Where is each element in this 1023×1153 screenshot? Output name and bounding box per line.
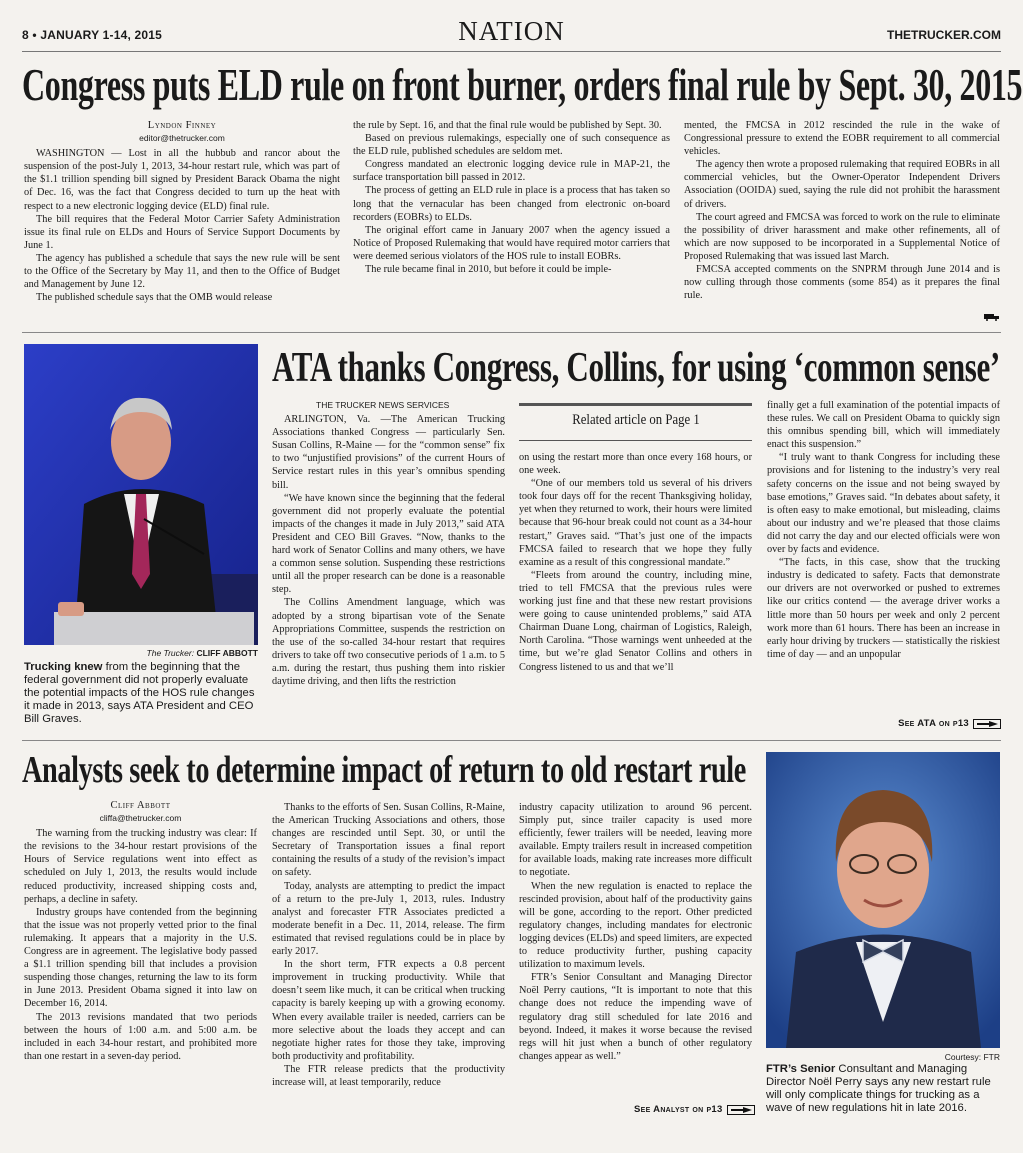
article2-col2-body bbox=[519, 477, 752, 673]
article1-col3-lead: mented, the FMCSA in 2012 rescinded the rule in the wake of Congressional pressure to extend the EOBR requirement to all commercial vehicles. bbox=[684, 120, 1000, 158]
paragraph: The 2013 revisions mandated that two periods between the hours of 1:00 a.m. and 5:00 a.m. be included in each 34-hour restart, and prohibited more than one restart in a seven-day period. bbox=[24, 1011, 257, 1062]
article3-col3-body bbox=[519, 880, 752, 1063]
article2-photo-credit bbox=[24, 648, 258, 658]
article3-col1 bbox=[24, 799, 257, 1063]
article3-col2 bbox=[272, 801, 505, 1089]
paragraph: The court agreed and FMCSA was forced to work on the rule to eliminate the possibility of driver harassment and make other refinements, all of which are now supposed to be incorporated in a Supplemental Notice of Proposed Rulemaking that was issued last March. bbox=[684, 211, 1000, 262]
see-ata-jump-link[interactable] bbox=[898, 718, 1001, 729]
paragraph: WASHINGTON — Lost in all the hubbub and rancor about the suspension of the post-July 1, 2013, 34-hour restart rule, which was part of the $1.1 trillion spending bill signed by President Barack Obama the night of Dec. 16, was the fact that Congress decided to turn up the heat with respect to a new electronic logging device (ELD) final rule. bbox=[24, 148, 340, 212]
site-url: THETRUCKER.COM bbox=[887, 28, 1001, 42]
jump-label[interactable]: See Analyst on p13 bbox=[634, 1104, 723, 1115]
article1-headline: Congress puts ELD rule on front burner, orders final rule by Sept. 30, 2015 bbox=[22, 59, 1023, 110]
noel-perry-photo bbox=[766, 752, 1000, 1048]
article2-dateline: THE TRUCKER NEWS SERVICES bbox=[316, 400, 450, 410]
portrait-photo-image bbox=[766, 752, 1000, 1048]
article1-col2-body bbox=[353, 132, 670, 276]
article3-col3 bbox=[519, 801, 752, 1063]
see-analyst-jump-link[interactable] bbox=[634, 1104, 755, 1115]
article2-caption bbox=[24, 661, 258, 726]
paragraph: Congress mandated an electronic logging device rule in MAP-21, the surface transportation bill passed in 2012. bbox=[353, 159, 670, 184]
arrow-right-icon bbox=[727, 1105, 755, 1115]
paragraph: “We have known since the beginning that the federal government did not properly evaluate the potential impacts of the changes it made in July 2013,” said ATA President and CEO Bill Graves. “Now, thanks to the hard work of Senator Collins and many others, we have a common sense solution. Suspending these restrictions until all the proper research can be done is a reasonable step. bbox=[272, 492, 505, 596]
article2-col1 bbox=[272, 399, 505, 688]
article1-col2-lead: the rule by Sept. 16, and that the final rule would be published by Sept. 30. bbox=[353, 120, 662, 131]
divider bbox=[22, 740, 1001, 741]
article1-col1 bbox=[24, 119, 340, 304]
caption-rest: from the beginning that the federal government did not properly evaluate the potential impacts of the HOS rule changes it made in 2013, says ATA President and CEO Bill Graves. bbox=[24, 661, 255, 725]
paragraph: ARLINGTON, Va. —The American Trucking Associations thanked Congress — particularly Sen. Susan Collins, R-Maine — for the “common sense” fix to two “unjustified provisions” of the current Hours of Service restart rules in this year’s omnibus spending bill. bbox=[272, 414, 505, 491]
article1-col1-body bbox=[24, 147, 340, 304]
jump-label[interactable]: See ATA on p13 bbox=[898, 718, 969, 729]
paragraph: The agency then wrote a proposed rulemaking that required EOBRs in all commercial vehicles, but the Owner-Operator Independent Drivers Association (OOIDA) sued, saying the rule did not prohibit the harassment of drivers. bbox=[684, 159, 1000, 210]
article3-byline-email: cliffa@thetrucker.com bbox=[99, 813, 182, 824]
article1-col3 bbox=[684, 119, 1000, 302]
article3-headline: Analysts seek to determine impact of return to old restart rule bbox=[22, 749, 746, 791]
divider bbox=[22, 332, 1001, 333]
section-title: NATION bbox=[458, 16, 565, 46]
issue-date: 8 • JANUARY 1-14, 2015 bbox=[22, 28, 163, 42]
article3-col3-lead: industry capacity utilization to around 96 percent. Simply put, since trailer capacity is used more efficiently, fewer trailers will be needed, leaving more available. Empty trailers result in increased competition for available loads, making rate increases more difficult to negotiate. bbox=[519, 802, 752, 879]
article3-col1-body bbox=[24, 827, 257, 1063]
article1-byline-name: Lyndon Finney bbox=[147, 120, 217, 131]
article3-photo-credit: Courtesy: FTR bbox=[944, 1052, 1000, 1062]
related-article-box bbox=[519, 403, 752, 441]
paragraph: The FTR release predicts that the productivity increase will, at least temporarily, reduce bbox=[272, 1063, 505, 1088]
paragraph: When the new regulation is enacted to replace the rescinded provision, about half of the productivity gains will be gone, according to the report. Other predicted regulatory changes, including mandates for electronic logging devices (ELDs) and speed limiters, are expected to reduce productivity further, pushing capacity utilization to maximum levels. bbox=[519, 880, 752, 971]
paragraph: The agency has published a schedule that says the new rule will be sent to the Office of the Secretary by May 11, and then to the Office of Budget and Management by June 12. bbox=[24, 252, 340, 291]
paragraph: The original effort came in January 2007 when the agency issued a Notice of Proposed Rulemaking that would have required motor carriers that were deemed serious violators of the HOS rule to install EOBRs. bbox=[353, 224, 670, 262]
paragraph: FTR’s Senior Consultant and Managing Director Noël Perry cautions, “It is important to note that this change does not reduce the impending wave of regulatory drag still scheduled for late 2016 and beyond. Indeed, it makes it worse because the revised regs will hit just when a bunch of other regulatory changes appear as well.” bbox=[519, 972, 752, 1062]
bill-graves-photo bbox=[24, 344, 258, 645]
paragraph: “The facts, in this case, show that the trucking industry is dedicated to safety. Facts that demonstrate our drivers are not overworked or pushed to extremes like our critics contend — the average driver works a little more than 50 hours per week and only 2 percent work more than 61 hours. There has been an increase in early hour driving by truckers — statistically the riskiest time of day — and an unpopular bbox=[767, 557, 1000, 660]
paragraph: The rule became final in 2010, but before it could be imple- bbox=[365, 264, 612, 276]
caption-rest: Consultant and Managing Director Noël Perry says any new restart rule will only complicate things for trucking as a wave of new regulations hit in late 2016. bbox=[766, 1063, 991, 1114]
article3-byline-name: Cliff Abbott bbox=[110, 800, 171, 811]
article2-col3-lead: finally get a full examination of the potential impacts of these rules. We call on President Obama to quickly sign this omnibus spending bill, which will immediately enact this suspension.” bbox=[767, 400, 1000, 451]
paragraph: FMCSA accepted comments on the SNPRM through June 2014 and is now culling through those comments (some 854) as it prepares the final rule. bbox=[684, 264, 1000, 302]
arrow-right-icon bbox=[973, 719, 1001, 729]
caption-lead: FTR’s Senior bbox=[766, 1063, 836, 1075]
caption-lead: Trucking knew bbox=[24, 661, 103, 673]
paragraph: “Fleets from around the country, including mine, tried to tell FMCSA that the previous rules were working just fine and that these new restart provisions were going to cause unintended problems,” said ATA Chairman Duane Long, chairman of Logistics, Raleigh, North Carolina. “Those warnings went unheeded at the time, but we’re glad Senator Collins and others in Congress listened to us and that we’ll bbox=[519, 569, 752, 673]
masthead bbox=[22, 14, 1001, 52]
article2-col1-body bbox=[272, 413, 505, 688]
related-article-label: Related article on Page 1 bbox=[571, 412, 700, 428]
article2-col2 bbox=[519, 451, 752, 674]
article3-caption bbox=[766, 1063, 1000, 1115]
article1-col3-body bbox=[684, 158, 1000, 302]
article1-col2 bbox=[353, 119, 670, 276]
paragraph: The process of getting an ELD rule in place is a process that has taken so long that the vernacular has been changed from electronic on-board recorders (EOBRs) to ELDs. bbox=[353, 185, 670, 223]
truck-end-mark-icon bbox=[984, 313, 1000, 321]
article2-headline: ATA thanks Congress, Collins, for using ‘common sense’ bbox=[272, 345, 1000, 391]
article2-col3-body bbox=[767, 451, 1000, 661]
paragraph: “I truly want to thank Congress for including these provisions and for listening to the industry’s very real safety concerns on the issue and not being swayed by base emotions,” Graves said. “In debates about safety, it is often easy to make emotional, but misleading, claims about our industry and we’re pleased that those claims did not carry the day and our elected officials were won over by facts and evidence. bbox=[767, 452, 1000, 556]
photo-credit-name: CLIFF ABBOTT bbox=[196, 648, 258, 658]
paragraph: The warning from the trucking industry was clear: If the revisions to the 34-hour restart provisions of the Hours of Service regulations went into effect as scheduled on July 1, 2013, the results would include reduced productivity, increased shipping costs and, perhaps, a decline in safety. bbox=[24, 828, 257, 905]
photo-credit-prefix: The Trucker: bbox=[146, 648, 195, 658]
speaker-photo-image bbox=[24, 344, 258, 645]
article3-col2-body bbox=[272, 801, 505, 1089]
paragraph: Based on previous rulemakings, especially one of such consequence as the ELD rule, published schedules are seldom met. bbox=[353, 133, 670, 158]
paragraph: Thanks to the efforts of Sen. Susan Collins, R-Maine, the American Trucking Associations and others, those changes are rescinded until Sept. 30, or until the Secretary of Transportation issues a final report containing the results of a study of the revision’s impact on safety. bbox=[272, 802, 505, 879]
paragraph: Today, analysts are attempting to predict the impact of a return to the pre-July 1, 2013, rules. Industry analyst and forecaster FTR Associates predicted a moderate benefit in a Dec. 11, 2014, release. The firm estimated that revised regulations could be in place by early 2017. bbox=[272, 880, 505, 958]
paragraph: Industry groups have contended from the beginning that the issue was not properly vetted prior to the final rulemaking. It appears that a majority in the U.S. Congress are in agreement. The legislative body passed a $1.1 trillion spending bill that includes a provision suspending those changes, returning the law to its form in June 2013. President Obama signed it into law on December 16, 2014. bbox=[24, 906, 257, 1010]
article1-byline-email: editor@thetrucker.com bbox=[139, 133, 225, 144]
article2-col2-lead: on using the restart more than once every 168 hours, or one week. bbox=[519, 452, 752, 477]
paragraph: The bill requires that the Federal Motor Carrier Safety Administration issue its final rule on ELDs and Hours of Service Support Documents by June 1. bbox=[24, 213, 340, 251]
paragraph: The Collins Amendment language, which was adopted by a strong bipartisan vote of the Senate Appropriations Committee, suspends the restriction on the use of the so-called 34-hour restart that requires drivers to take off two consecutive periods of 1 a.m. to 5 a.m. during the restart, thus pushing them into riskier daytime driving, and then lifts the restriction bbox=[272, 597, 505, 687]
paragraph: “One of our members told us several of his drivers took four days off for the recent Thanksgiving holiday, yet when they returned to work, their hours were limited because that 96-hour break could not count as a 34-hour restart,” Graves said. “That’s just one of the impacts FMCSA failed to research that we hope they fully examine as a result of this congressional mandate.” bbox=[519, 478, 752, 568]
paragraph: In the short term, FTR expects a 0.8 percent improvement in trucking productivity. While that doesn’t seem like much, it can be critical when trucking capacity is barely keeping up with a growing economy. When every available trailer is needed, carriers can be more selective about the loads they accept and can negotiate higher rates for those they take, improving both productivity and profitability. bbox=[272, 959, 505, 1062]
paragraph: The published schedule says that the OMB would release bbox=[36, 292, 273, 304]
article2-col3 bbox=[767, 399, 1000, 661]
